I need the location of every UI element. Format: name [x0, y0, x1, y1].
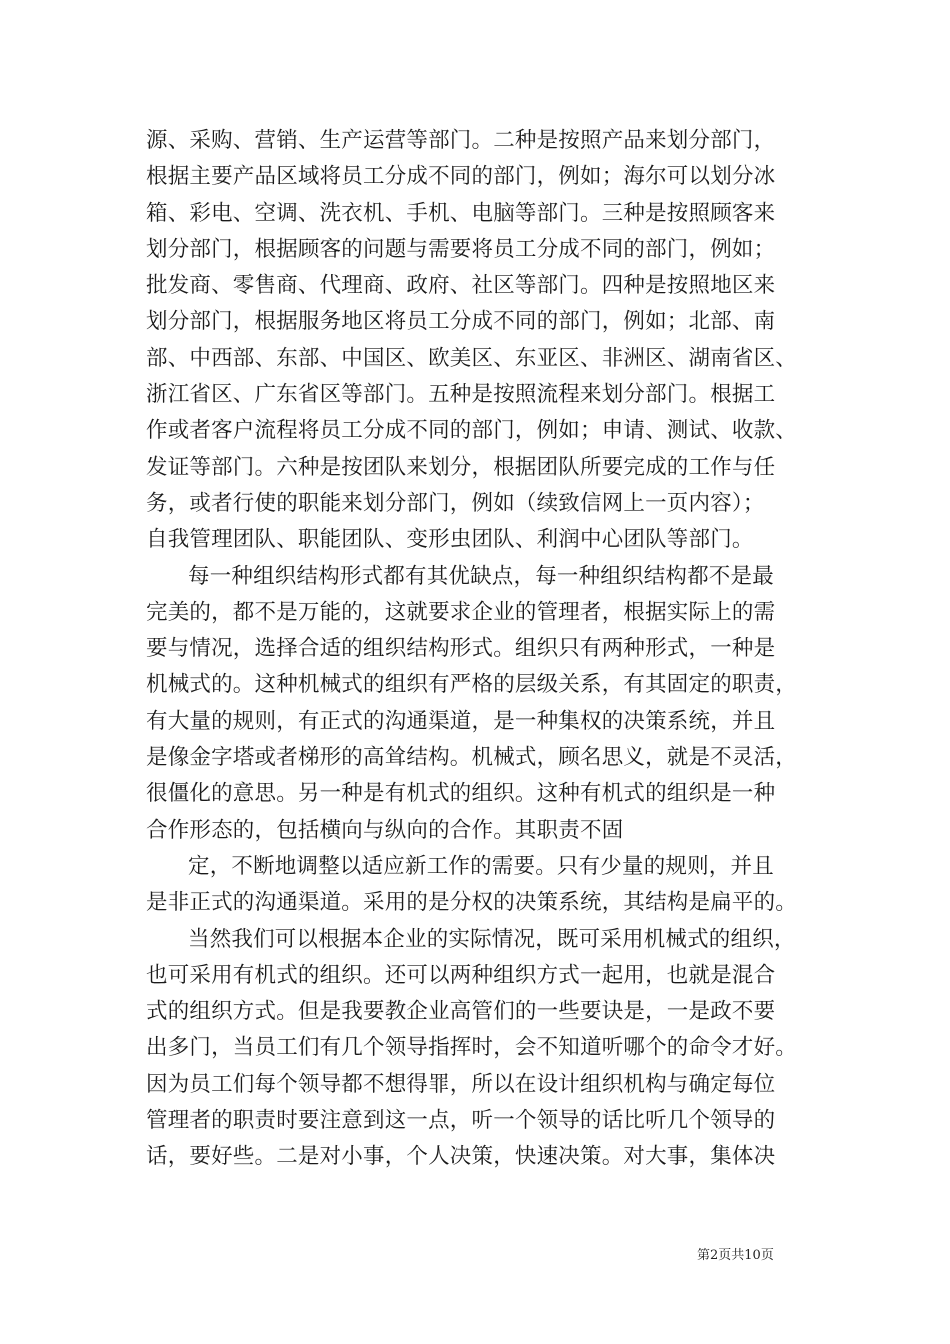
text-line: 作或者客户流程将员工分成不同的部门，例如；申请、测试、收款、: [146, 418, 798, 444]
text-line: 是非正式的沟通渠道。采用的是分权的决策系统，其结构是扁平的。: [146, 890, 798, 916]
text-line: 要与情况，选择合适的组织结构形式。组织只有两种形式，一种是: [146, 636, 776, 662]
text-line: 箱、彩电、空调、洗衣机、手机、电脑等部门。三种是按照顾客来: [146, 200, 776, 226]
text-line: 式的组织方式。但是我要教企业高管们的一些要诀是，一是政不要: [146, 999, 776, 1025]
text-line: 源、采购、营销、生产运营等部门。二种是按照产品来划分部门，: [146, 128, 776, 153]
text-line: 划分部门，根据服务地区将员工分成不同的部门，例如；北部、南: [146, 309, 776, 335]
text-line: 也可采用有机式的组织。还可以两种组织方式一起用，也就是混合: [146, 962, 776, 988]
text-line: 自我管理团队、职能团队、变形虫团队、利润中心团队等部门。: [146, 527, 754, 553]
text-line: 务，或者行使的职能来划分部门，例如（续致信网上一页内容）；: [146, 490, 765, 516]
text-line: 完美的，都不是万能的，这就要求企业的管理者，根据实际上的需: [146, 599, 776, 625]
text-line: 划分部门，根据顾客的问题与需要将员工分成不同的部门，例如；: [146, 236, 776, 262]
text-line: 批发商、零售商、代理商、政府、社区等部门。四种是按照地区来: [146, 273, 776, 299]
text-line: 管理者的职责时要注意到这一点，听一个领导的话比听几个领导的: [146, 1108, 776, 1134]
text-line: 是像金字塔或者梯形的高耸结构。机械式，顾名思义，就是不灵活，: [146, 745, 798, 771]
text-line: 根据主要产品区域将员工分成不同的部门，例如；海尔可以划分冰: [146, 164, 776, 190]
paragraph-first-line: 定，不断地调整以适应新工作的需要。只有少量的规则，并且: [188, 853, 774, 879]
text-line: 发证等部门。六种是按团队来划分，根据团队所要完成的工作与任: [146, 454, 776, 480]
text-line: 话，要好些。二是对小事，个人决策，快速决策。对大事，集体决: [146, 1144, 776, 1170]
text-line: 因为员工们每个领导都不想得罪，所以在设计组织机构与确定每位: [146, 1071, 776, 1097]
text-line: 浙江省区、广东省区等部门。五种是按照流程来划分部门。根据工: [146, 382, 776, 408]
paragraph-first-line: 每一种组织结构形式都有其优缺点，每一种组织结构都不是最: [188, 563, 774, 589]
text-line: 有大量的规则，有正式的沟通渠道，是一种集权的决策系统，并且: [146, 708, 776, 734]
text-line: 机械式的。这种机械式的组织有严格的层级关系，有其固定的职责，: [146, 672, 798, 698]
text-line: 部、中西部、东部、中国区、欧美区、东亚区、非洲区、湖南省区、: [146, 345, 798, 371]
page-number: 第2页共10页: [697, 1248, 774, 1263]
text-line: 很僵化的意思。另一种是有机式的组织。这种有机式的组织是一种: [146, 781, 776, 807]
text-line: 出多门，当员工们有几个领导指挥时，会不知道听哪个的命令才好。: [146, 1035, 798, 1061]
body-text: [146, 123, 806, 1176]
text-line: 合作形态的，包括横向与纵向的合作。其职责不固: [146, 817, 624, 843]
paragraph-first-line: 当然我们可以根据本企业的实际情况，既可采用机械式的组织，: [188, 926, 796, 952]
